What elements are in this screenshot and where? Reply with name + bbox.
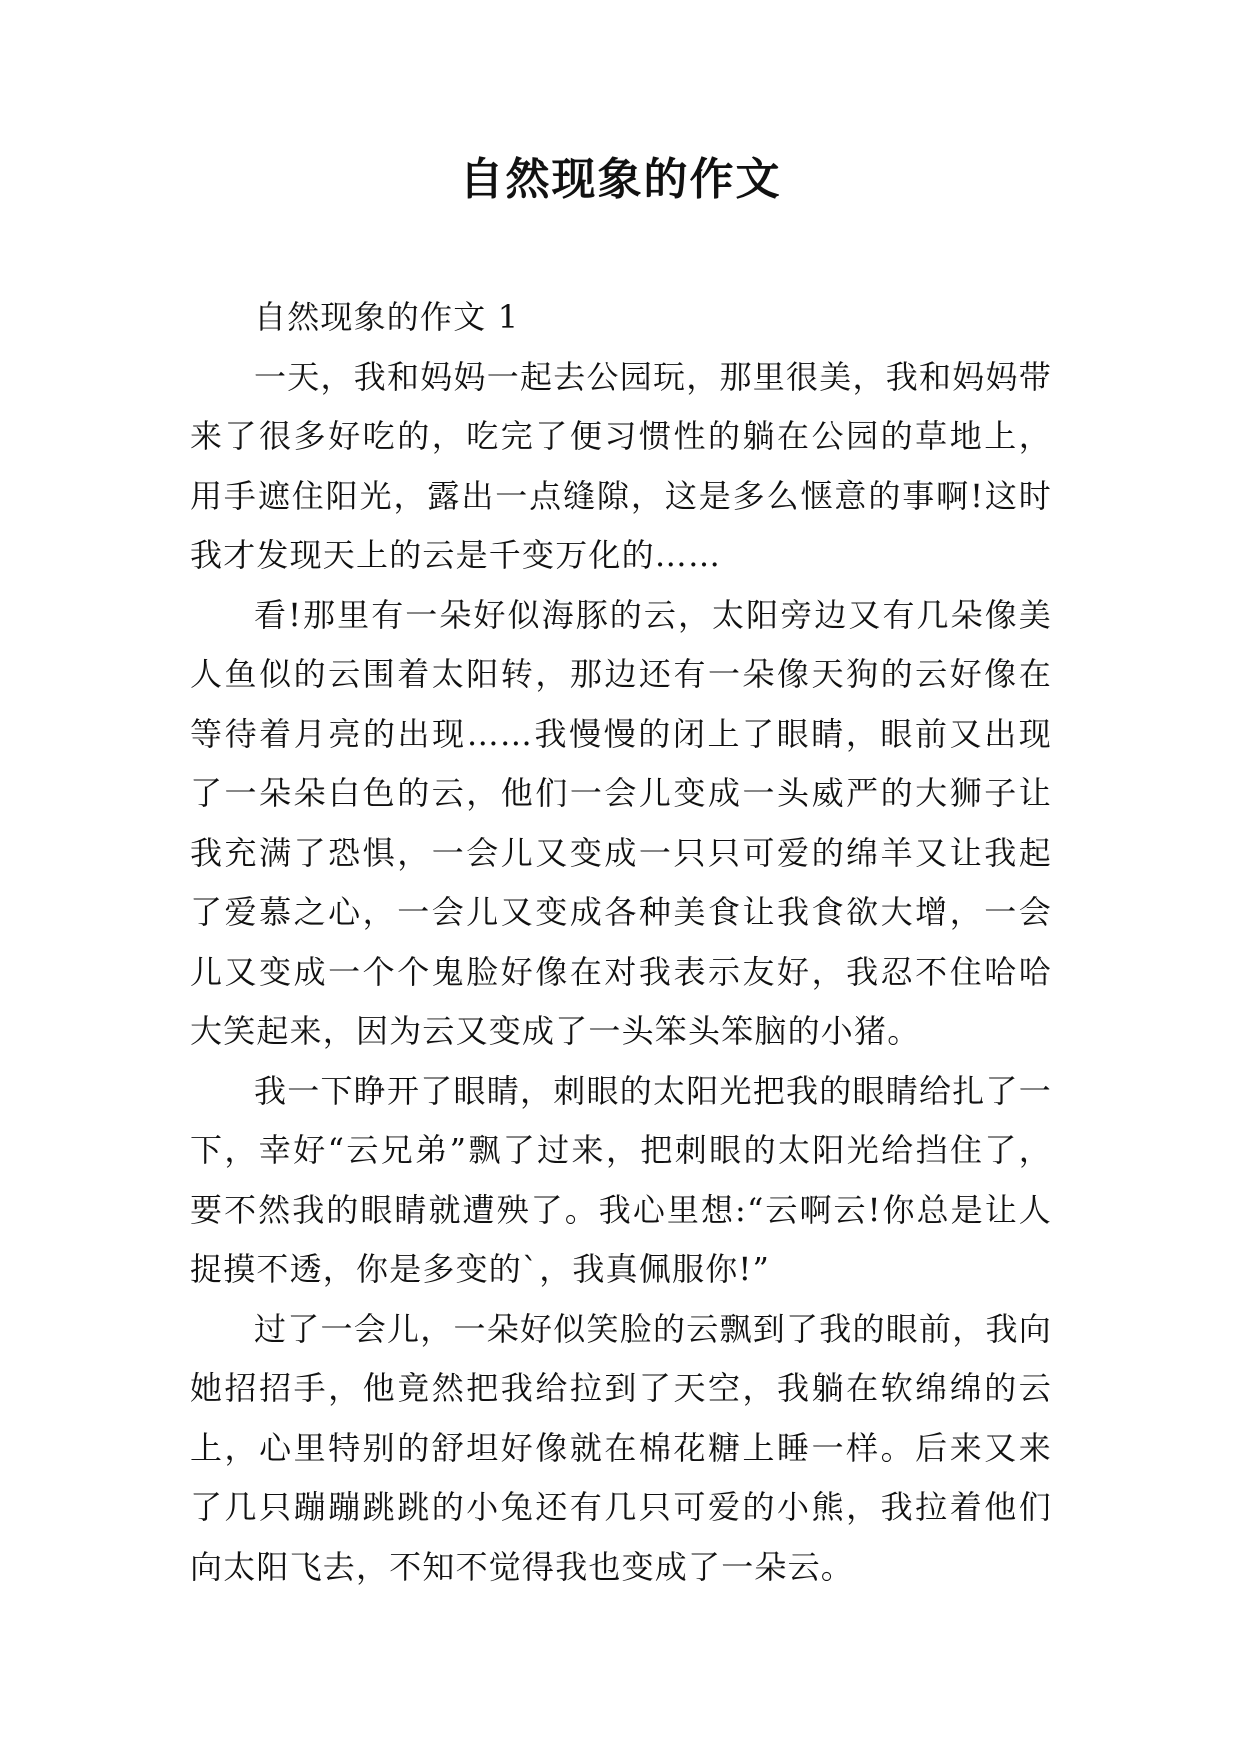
paragraph: 看!那里有一朵好似海豚的云，太阳旁边又有几朵像美人鱼似的云围着太阳转，那边还有一朵像天狗的云好像在等待着月亮的出现……我慢慢的闭上了眼睛，眼前又出现了一朵朵白色的云，他们一会儿变成一头威严的大狮子让我充满了恐惧，一会儿又变成一只只可爱的绵羊又让我起了爱慕之心，一会儿又变成各种美食让我食欲大增，一会儿又变成一个个鬼脸好像在对我表示友好，我忍不住哈哈大笑起来，因为云又变成了一头笨头笨脑的小猪。: [190, 595, 1052, 1050]
paragraph: 一天，我和妈妈一起去公园玩，那里很美，我和妈妈带来了很多好吃的，吃完了便习惯性的躺在公园的草地上，用手遮住阳光，露出一点缝隙，这是多么惬意的事啊!这时我才发现天上的云是千变万化的……: [190, 357, 1052, 574]
paragraph: 过了一会儿，一朵好似笑脸的云飘到了我的眼前，我向她招招手，他竟然把我给拉到了天空，我躺在软绵绵的云上，心里特别的舒坦好像就在棉花糖上睡一样。后来又来了几只蹦蹦跳跳的小兔还有几只可爱的小熊，我拉着他们向太阳飞去，不知不觉得我也变成了一朵云。: [190, 1309, 1052, 1586]
section-heading: 自然现象的作文 1: [254, 298, 520, 336]
document-title: 自然现象的作文: [459, 154, 782, 205]
paragraph: 我一下睁开了眼睛，刺眼的太阳光把我的眼睛给扎了一下，幸好“云兄弟”飘了过来，把刺眼的太阳光给挡住了，要不然我的眼睛就遭殃了。我心里想:“云啊云!你总是让人捉摸不透，你是多变的`，我真佩服你!”: [190, 1071, 1052, 1288]
document-body: [190, 288, 1052, 1597]
